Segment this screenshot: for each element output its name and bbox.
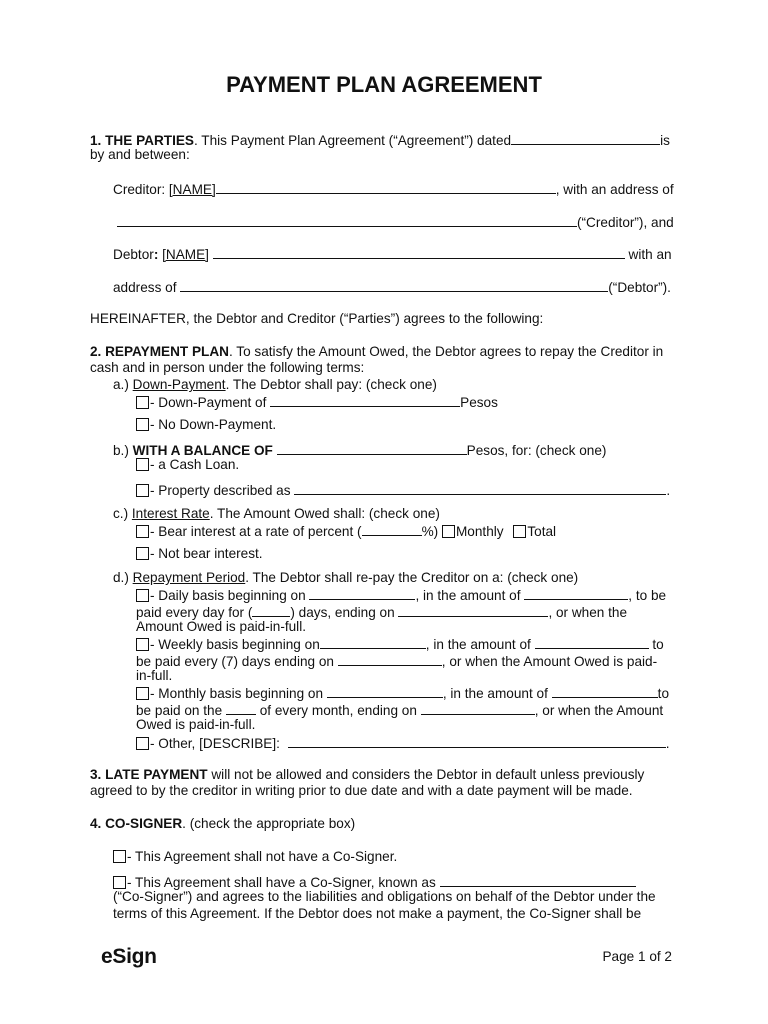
esign-logo: eSign xyxy=(101,945,157,968)
bear-interest-option xyxy=(136,522,676,541)
daily-option-line-3: Amount Owed is paid-in-full. xyxy=(136,619,306,634)
weekly-label: - Weekly basis beginning on xyxy=(150,637,320,652)
property-checkbox[interactable] xyxy=(136,484,149,497)
weekly-amount-field[interactable] xyxy=(535,635,649,649)
agreement-date-field[interactable] xyxy=(511,131,660,145)
cosigner-line xyxy=(90,816,682,833)
monthly-day-field[interactable] xyxy=(226,701,256,715)
no-interest-label: - Not bear interest. xyxy=(150,546,263,561)
daily-checkbox[interactable] xyxy=(136,589,149,602)
no-cosigner-checkbox[interactable] xyxy=(113,850,126,863)
bear-interest-percent: %) xyxy=(421,524,439,539)
repayment-heading: 2. REPAYMENT PLAN xyxy=(90,344,229,359)
no-cosigner-label: - This Agreement shall not have a Co-Signer. xyxy=(127,849,398,864)
other-description-field[interactable] xyxy=(288,734,666,748)
clause-a xyxy=(113,377,673,394)
down-payment-amount-field[interactable] xyxy=(270,393,460,407)
cash-loan-checkbox[interactable] xyxy=(136,458,149,471)
creditor-name-field[interactable]: [NAME] xyxy=(168,182,216,197)
clause-d-title: Repayment Period xyxy=(132,570,246,585)
cosigner-name-field[interactable] xyxy=(440,873,636,887)
creditor-end: (“Creditor”), and xyxy=(577,215,674,230)
clause-b-text: Pesos, for: (check one) xyxy=(466,443,607,458)
debtor-after: with an xyxy=(628,247,672,262)
daily-days-label: paid every day for ( xyxy=(136,605,253,620)
parties-heading: 1. THE PARTIES xyxy=(90,133,194,148)
bear-interest-label: - Bear interest at a rate of percent ( xyxy=(150,524,362,539)
creditor-address-line xyxy=(113,213,673,232)
late-payment-text-2: agreed to by the creditor in writing prior to due date and with a date payment will be made. xyxy=(90,783,633,798)
daily-option-line-1 xyxy=(136,586,676,605)
late-payment-text-1: will not be allowed and considers the Debtor in default unless previously xyxy=(207,767,645,782)
cosigner-label: - This Agreement shall have a Co-Signer, known as xyxy=(127,875,436,890)
clause-a-marker: a.) xyxy=(113,377,129,392)
other-checkbox[interactable] xyxy=(136,737,149,750)
no-down-payment-option xyxy=(136,417,676,434)
daily-to-be: , to be xyxy=(628,588,667,603)
daily-days-field[interactable] xyxy=(252,603,290,617)
clause-c-title: Interest Rate xyxy=(131,506,210,521)
monthly-to: to xyxy=(657,686,670,701)
debtor-address-line xyxy=(113,278,673,297)
other-option xyxy=(136,734,676,753)
no-down-payment-checkbox[interactable] xyxy=(136,418,149,431)
monthly-or-when: , or when the Amount xyxy=(534,703,664,718)
clause-b-title: WITH A BALANCE OF xyxy=(132,443,273,458)
other-label: - Other, [DESCRIBE]: xyxy=(150,736,280,751)
document-title: PAYMENT PLAN AGREEMENT xyxy=(226,72,542,97)
daily-label: - Daily basis beginning on xyxy=(150,588,306,603)
down-payment-label: - Down-Payment of xyxy=(150,395,267,410)
creditor-after: , with an address of xyxy=(555,182,674,197)
monthly-checkbox[interactable] xyxy=(442,525,455,538)
balance-amount-field[interactable] xyxy=(277,441,467,455)
daily-end-field[interactable] xyxy=(398,603,548,617)
monthly-amount-field[interactable] xyxy=(552,684,658,698)
cosigner-heading: 4. CO-SIGNER xyxy=(90,816,183,831)
clause-b-marker: b.) xyxy=(113,443,129,458)
monthly-end-field[interactable] xyxy=(421,701,535,715)
debtor-name-line[interactable] xyxy=(213,245,625,259)
late-payment-heading: 3. LATE PAYMENT xyxy=(90,767,208,782)
debtor-address-field[interactable] xyxy=(180,278,608,292)
monthly-on-the-label: be paid on the xyxy=(136,703,223,718)
total-checkbox[interactable] xyxy=(513,525,526,538)
no-interest-option xyxy=(136,546,676,563)
total-label: Total xyxy=(527,524,557,539)
parties-text-2: is xyxy=(660,133,670,148)
repayment-text-2: cash and in person under the following terms: xyxy=(90,360,365,375)
clause-c-text: . The Amount Owed shall: (check one) xyxy=(209,506,440,521)
property-end: . xyxy=(666,483,671,498)
parties-text-1: . This Payment Plan Agreement (“Agreement”) dated xyxy=(193,133,512,148)
other-end: . xyxy=(665,736,670,751)
weekly-every-label: be paid every (7) days ending on xyxy=(136,654,334,669)
property-description-field[interactable] xyxy=(294,481,666,495)
monthly-start-field[interactable] xyxy=(327,684,443,698)
clause-a-title: Down-Payment xyxy=(132,377,226,392)
creditor-label: Creditor: xyxy=(113,182,169,197)
property-label: - Property described as xyxy=(150,483,291,498)
weekly-checkbox[interactable] xyxy=(136,638,149,651)
no-interest-checkbox[interactable] xyxy=(136,547,149,560)
down-payment-option xyxy=(136,393,676,412)
clause-c-marker: c.) xyxy=(113,506,129,521)
debtor-label: Debtor xyxy=(113,247,154,262)
late-payment-line-1 xyxy=(90,767,682,784)
down-payment-checkbox[interactable] xyxy=(136,396,149,409)
daily-or-when: , or when the xyxy=(548,605,628,620)
clause-d-text: . The Debtor shall re-pay the Creditor on a: (check one) xyxy=(245,570,579,585)
down-payment-unit: Pesos xyxy=(460,395,498,410)
clause-c xyxy=(113,506,673,523)
weekly-option-line-3: in-full. xyxy=(136,668,173,683)
creditor-line xyxy=(113,180,673,199)
clause-a-text: . The Debtor shall pay: (check one) xyxy=(225,377,437,392)
cosigner-checkbox[interactable] xyxy=(113,876,126,889)
daily-amount-field[interactable] xyxy=(524,586,628,600)
no-cosigner-option xyxy=(113,849,673,866)
weekly-option-line-1 xyxy=(136,635,676,654)
cosigner-option-line-3: terms of this Agreement. If the Debtor does not make a payment, the Co-Signer shall be xyxy=(113,906,642,921)
page-number: Page 1 of 2 xyxy=(602,949,672,964)
clause-d xyxy=(113,570,673,587)
cosigner-option-line-2: (“Co-Signer”) and agrees to the liabilities and obligations on behalf of the Debtor under the xyxy=(113,889,656,904)
creditor-name-line[interactable] xyxy=(216,180,556,194)
cosigner-text: . (check the appropriate box) xyxy=(182,816,356,831)
weekly-or-when: , or when the Amount Owed is paid- xyxy=(441,654,658,669)
monthly-option-line-1 xyxy=(136,684,676,703)
clause-d-marker: d.) xyxy=(113,570,129,585)
monthly-option-line-3: Owed is paid-in-full. xyxy=(136,717,256,732)
debtor-colon: : xyxy=(153,247,159,262)
no-down-payment-label: - No Down-Payment. xyxy=(150,417,277,432)
repayment-text-1: . To satisfy the Amount Owed, the Debtor agrees to repay the Creditor in xyxy=(228,344,664,359)
weekly-amount-label: , in the amount of xyxy=(425,637,531,652)
monthly-ending-label: of every month, ending on xyxy=(259,703,417,718)
creditor-address-field[interactable] xyxy=(117,213,577,227)
cash-loan-label: - a Cash Loan. xyxy=(150,457,240,472)
cash-loan-option xyxy=(136,457,676,474)
monthly-amount-label: , in the amount of xyxy=(442,686,548,701)
daily-start-field[interactable] xyxy=(309,586,415,600)
address-of-label: address of xyxy=(113,280,177,295)
daily-amount-label: , in the amount of xyxy=(415,588,521,603)
property-option xyxy=(136,481,676,500)
weekly-start-field[interactable] xyxy=(320,635,426,649)
debtor-name-field[interactable]: [NAME] xyxy=(162,247,209,262)
interest-rate-field[interactable] xyxy=(362,522,422,536)
monthly-basis-checkbox[interactable] xyxy=(136,687,149,700)
daily-ending-label: ) days, ending on xyxy=(290,605,395,620)
monthly-label: Monthly xyxy=(455,524,504,539)
weekly-end-field[interactable] xyxy=(338,652,442,666)
hereinafter-text: HEREINAFTER, the Debtor and Creditor (“Parties”) agrees to the following: xyxy=(90,311,544,326)
parties-text-3: by and between: xyxy=(90,147,190,162)
debtor-end: (“Debtor”). xyxy=(608,280,671,295)
weekly-to: to xyxy=(652,637,664,652)
monthly-basis-label: - Monthly basis beginning on xyxy=(150,686,324,701)
bear-interest-checkbox[interactable] xyxy=(136,525,149,538)
repayment-line-1 xyxy=(90,344,682,361)
debtor-line xyxy=(113,245,673,264)
